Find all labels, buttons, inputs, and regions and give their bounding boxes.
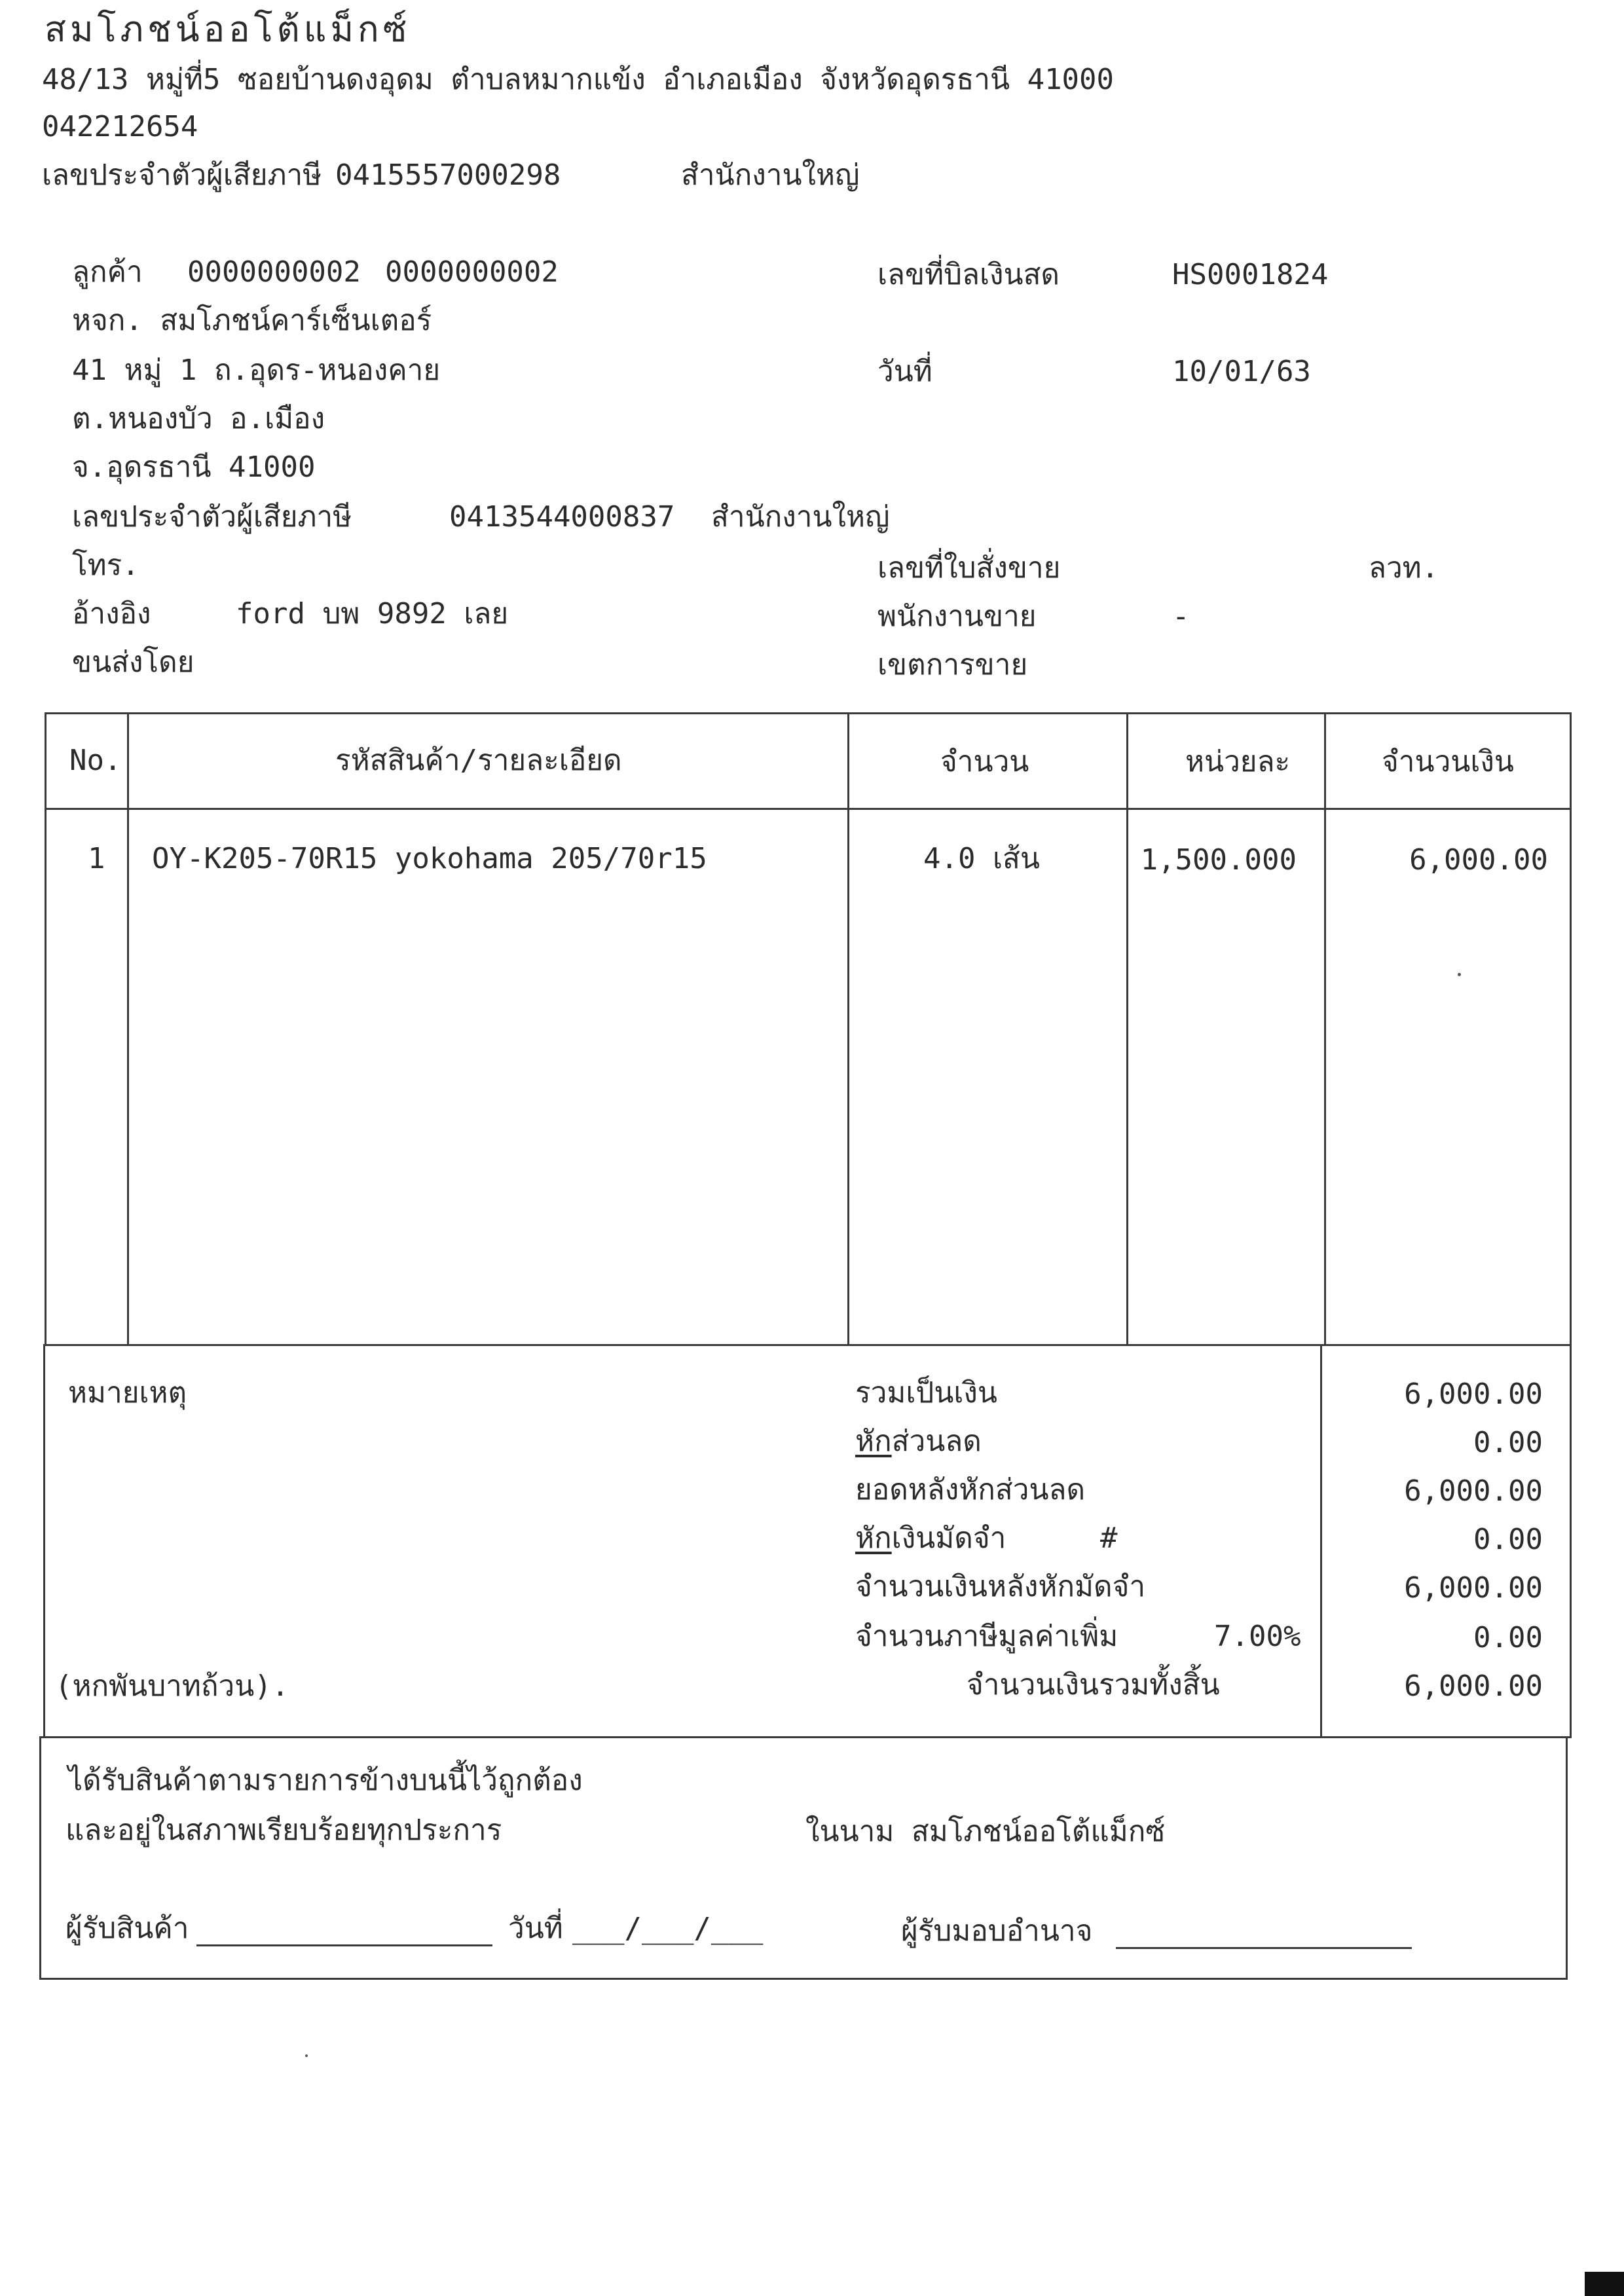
customer-address-2: ต.หนองบัว อ.เมือง [72, 402, 325, 435]
col-header-quantity: จำนวน [940, 745, 1029, 778]
document-date: 10/01/63 [1172, 355, 1311, 388]
scan-speck [305, 2054, 308, 2057]
row-1-amount: 6,000.00 [1409, 843, 1548, 877]
authorized-signature-line [1116, 1947, 1412, 1949]
col-header-no: No. [69, 744, 122, 777]
deposit-label-prefix: หัก [855, 1522, 892, 1555]
deposit-label [855, 1524, 1006, 1553]
discount-value: 0.00 [1473, 1426, 1543, 1459]
receiver-label: ผู้รับสินค้า [65, 1912, 189, 1945]
receive-date-blank: ___/___/___ [572, 1912, 764, 1945]
summary-divider [1320, 1344, 1322, 1738]
customer-label: ลูกค้า [72, 255, 143, 289]
sales-order-label: เลขที่ใบสั่งขาย [877, 551, 1061, 585]
salesperson-label: พนักงานขาย [877, 600, 1037, 633]
sales-order-suffix: ลวท. [1369, 551, 1439, 585]
scan-speck [1458, 973, 1461, 976]
salesperson-value: - [1172, 600, 1190, 633]
customer-branch: สำนักงานใหญ่ [711, 500, 890, 534]
customer-name: หจก. สมโภชน์คาร์เซ็นเตอร์ [72, 304, 432, 337]
receiver-signature-line [196, 1944, 492, 1946]
received-statement-2: และอยู่ในสภาพเรียบร้อยทุกประการ [65, 1813, 502, 1847]
customer-tax-label: เลขประจำตัวผู้เสียภาษี [72, 500, 352, 534]
row-1-quantity: 4.0 เส้น [923, 842, 1040, 875]
date-label: วันที่ [877, 355, 932, 388]
col-header-description: รหัสสินค้า/รายละเอียด [335, 744, 622, 777]
customer-code-1: 0000000002 [187, 255, 361, 289]
company-tax-id: 0415557000298 [335, 158, 561, 192]
company-branch: สำนักงานใหญ่ [681, 158, 860, 192]
customer-code-2: 0000000002 [385, 255, 559, 289]
discount-label-text: ส่วนลด [891, 1425, 982, 1458]
deposit-value: 0.00 [1473, 1523, 1543, 1556]
receive-date-label: วันที่ [508, 1912, 563, 1945]
after-deposit-label: จำนวนเงินหลังหักมัดจำ [855, 1570, 1146, 1603]
subtotal-label: รวมเป็นเงิน [855, 1376, 997, 1410]
customer-tax-id: 0413544000837 [449, 500, 675, 534]
reference-value: ford บพ 9892 เลย [236, 597, 509, 630]
company-name: สมโภชน์ออโต้แม็กซ์ [45, 9, 411, 50]
col-divider-4 [1324, 712, 1326, 1346]
bill-number: HS0001824 [1172, 258, 1329, 291]
deposit-label-text: เงินมัดจำ [891, 1522, 1006, 1555]
grand-total-value: 6,000.00 [1404, 1669, 1543, 1703]
discount-label [855, 1427, 982, 1456]
col-header-unit-price: หน่วยละ [1185, 745, 1291, 778]
scan-edge-mark [1585, 2272, 1624, 2296]
customer-address-1: 41 หมู่ 1 ถ.อุดร-หนองคาย [72, 354, 441, 387]
authorized-label: ผู้รับมอบอำนาจ [901, 1914, 1093, 1948]
after-discount-value: 6,000.00 [1404, 1474, 1543, 1508]
col-divider-2 [847, 712, 849, 1346]
vat-rate: 7.00% [1214, 1620, 1301, 1653]
reference-label: อ้างอิง [72, 597, 151, 630]
remark-label: หมายเหตุ [68, 1376, 187, 1410]
received-statement-1: ได้รับสินค้าตามรายการข้างบนนี้ไว้ถูกต้อง [68, 1764, 583, 1797]
table-header-divider [45, 808, 1572, 810]
col-divider-1 [127, 712, 129, 1346]
customer-phone-label: โทร. [72, 549, 139, 582]
col-header-amount: จำนวนเงิน [1382, 745, 1514, 778]
row-1-unit-price: 1,500.000 [1140, 843, 1297, 877]
shipping-label: ขนส่งโดย [72, 646, 194, 679]
vat-label: จำนวนภาษีมูลค่าเพิ่ม [855, 1620, 1118, 1653]
amount-in-words: (หกพันบาทถ้วน). [55, 1669, 289, 1703]
sales-area-label: เขตการขาย [877, 648, 1028, 682]
total-label: จำนวนเงินรวมทั้งสิ้น [967, 1668, 1220, 1702]
customer-address-3: จ.อุดรธานี 41000 [72, 450, 316, 484]
after-discount-label: ยอดหลังหักส่วนลด [855, 1473, 1086, 1506]
company-address: 48/13 หมู่ที่5 ซอยบ้านดงอุดม ตำบลหมากแข้ง อำเภอเมือง จังหวัดอุดรธานี 41000 [42, 63, 1115, 96]
row-1-no: 1 [88, 842, 105, 875]
bill-number-label: เลขที่บิลเงินสด [877, 258, 1060, 291]
company-phone: 042212654 [42, 110, 198, 143]
discount-label-prefix: หัก [855, 1425, 892, 1458]
after-deposit-value: 6,000.00 [1404, 1571, 1543, 1605]
deposit-hash: # [1100, 1522, 1118, 1555]
subtotal-value: 6,000.00 [1404, 1377, 1543, 1411]
company-tax-label: เลขประจำตัวผู้เสียภาษี [42, 158, 322, 192]
on-behalf-of: ในนาม สมโภชน์ออโต้แม็กซ์ [805, 1815, 1166, 1848]
row-1-description: OY-K205-70R15 yokohama 205/70r15 [152, 842, 707, 875]
col-divider-3 [1126, 712, 1128, 1346]
vat-value: 0.00 [1473, 1621, 1543, 1654]
